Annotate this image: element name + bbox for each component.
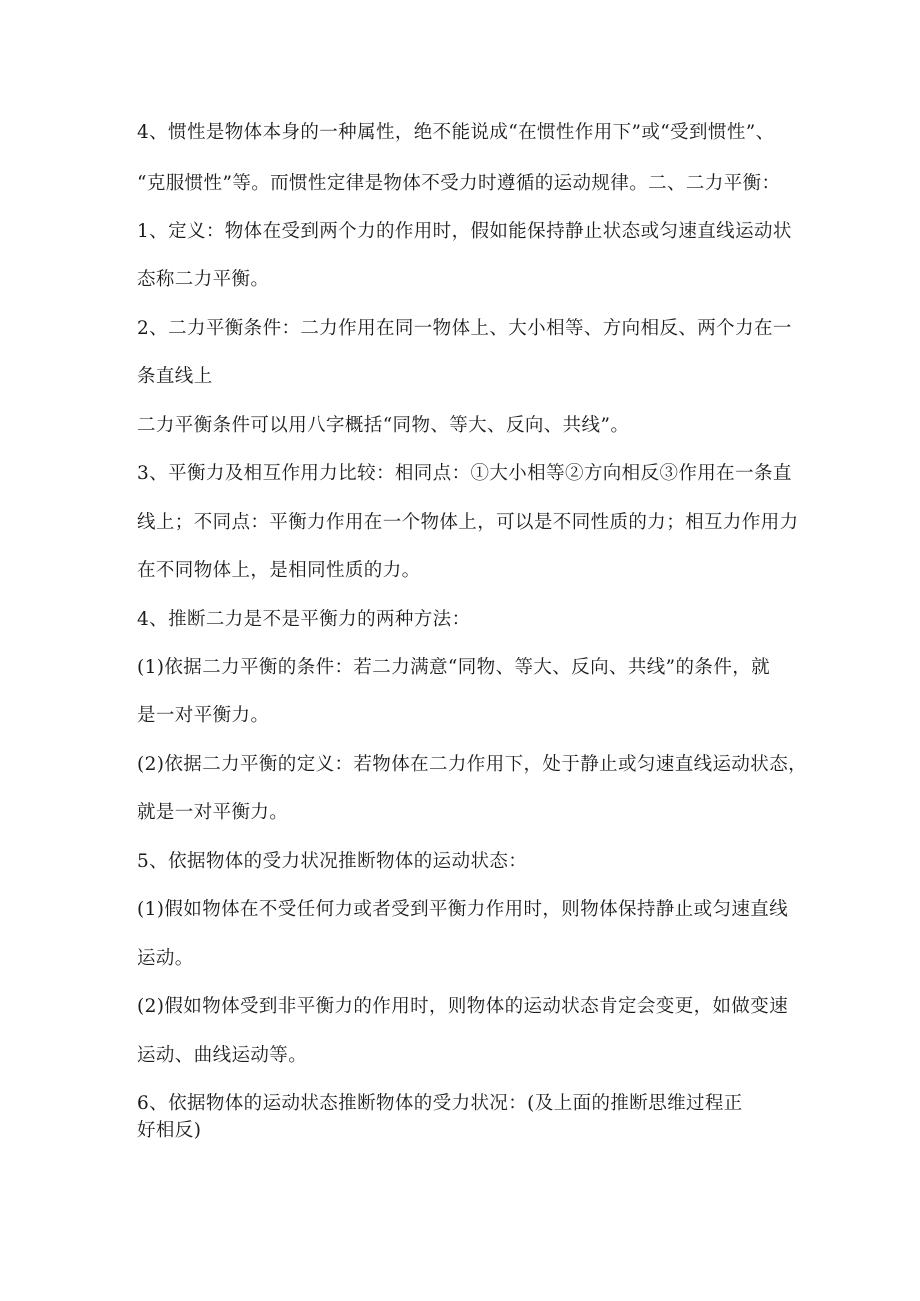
text-line-force-from-motion-cont: 好相反) — [137, 1120, 202, 1141]
text-line-balance-conditions-cont: 条直线上 — [137, 366, 213, 387]
text-line-inertia-property: 4、惯性是物体本身的一种属性，绝不能说成“在惯性作用下”或“受到惯性”、 — [137, 122, 775, 143]
text-line-motion-from-force: 5、依据物体的受力状况推断物体的运动状态： — [137, 851, 528, 872]
text-line-eight-word-summary: 二力平衡条件可以用八字概括“同物、等大、反向、共线”。 — [137, 415, 630, 436]
text-line-two-methods: 4、推断二力是不是平衡力的两种方法： — [137, 609, 471, 630]
text-line-case-one-cont: 运动。 — [137, 948, 194, 969]
text-line-case-two-cont: 运动、曲线运动等。 — [137, 1045, 308, 1066]
text-line-balance-conditions: 2、二力平衡条件：二力作用在同一物体上、大小相等、方向相反、两个力在一 — [137, 318, 792, 339]
text-line-method-one-cont: 是一对平衡力。 — [137, 705, 270, 726]
text-line-case-two: (2)假如物体受到非平衡力的作用时，则物体的运动状态肯定会变更，如做变速 — [137, 996, 789, 1017]
text-line-definition: 1、定义：物体在受到两个力的作用时，假如能保持静止状态或匀速直线运动状 — [137, 221, 792, 242]
text-line-method-two: (2)依据二力平衡的定义：若物体在二力作用下，处于静止或匀速直线运动状态， — [137, 754, 808, 775]
text-line-definition-cont: 态称二力平衡。 — [137, 269, 270, 290]
text-line-inertia-law: “克服惯性”等。而惯性定律是物体不受力时遵循的运动规律。二、二力平衡： — [137, 173, 781, 194]
text-line-method-two-cont: 就是一对平衡力。 — [137, 802, 289, 823]
text-line-force-from-motion: 6、依据物体的运动状态推断物体的受力状况：(及上面的推断思维过程正 — [137, 1093, 743, 1114]
text-line-comparison: 3、平衡力及相互作用力比较：相同点：①大小相等②方向相反③作用在一条直 — [137, 463, 792, 484]
text-line-comparison-end: 在不同物体上，是相同性质的力。 — [137, 560, 421, 581]
text-line-method-one: (1)依据二力平衡的条件：若二力满意“同物、等大、反向、共线”的条件，就 — [137, 657, 771, 678]
text-line-case-one: (1)假如物体在不受任何力或者受到平衡力作用时，则物体保持静止或匀速直线 — [137, 899, 789, 920]
text-line-comparison-cont: 线上；不同点：平衡力作用在一个物体上，可以是不同性质的力；相互力作用力 — [137, 512, 799, 533]
